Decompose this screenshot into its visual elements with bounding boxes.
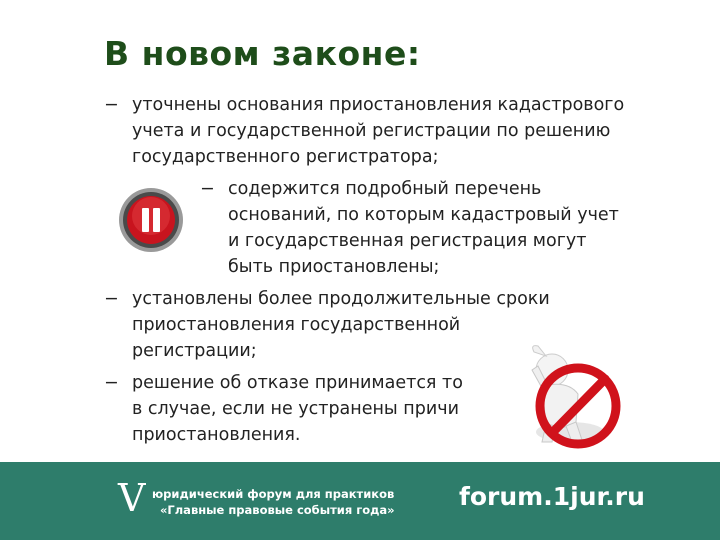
list-item-2 xyxy=(228,176,619,280)
list-item-2-line-2: оснований, по которым кадастровый учет xyxy=(228,205,619,225)
forum-site-link[interactable]: forum.1jur.ru xyxy=(459,482,645,511)
list-item-1-line-2: учета и государственной регистрации по решению xyxy=(132,121,611,141)
list-item-3 xyxy=(132,286,550,364)
list-item-2-line-4: быть приостановлены; xyxy=(228,257,440,277)
list-item-4-line-2: в случае, если не устранены причи xyxy=(132,399,459,419)
list-item-1-line-1: уточнены основания приостановления кадастрового xyxy=(132,95,625,115)
list-item-4-line-1: решение об отказе принимается то xyxy=(132,373,463,393)
list-item-3-line-3: регистрации; xyxy=(132,341,257,361)
bullet-3: − xyxy=(104,289,119,309)
forum-logo-letter: V xyxy=(118,476,146,520)
list-item-2-line-3: и государственная регистрация могут xyxy=(228,231,587,251)
page-title: В новом законе: xyxy=(104,34,421,73)
forum-logo-line-2: «Главные правовые события года» xyxy=(160,503,395,517)
pause-icon xyxy=(118,187,184,253)
list-item-1-line-3: государственного регистратора; xyxy=(132,147,439,167)
list-item-1 xyxy=(132,92,624,170)
bullet-1: − xyxy=(104,95,119,115)
list-item-2-line-1: содержится подробный перечень xyxy=(228,179,542,199)
list-item-4-line-3: приостановления. xyxy=(132,425,301,445)
list-item-3-line-1: установлены более продолжительные сроки xyxy=(132,289,550,309)
list-item-4 xyxy=(132,370,463,448)
bullet-2: − xyxy=(200,179,215,199)
no-entry-figure-icon xyxy=(512,342,624,452)
forum-logo-line-1: юридический форум для практиков xyxy=(152,487,395,501)
list-item-3-line-2: приостановления государственной xyxy=(132,315,461,335)
bullet-4: − xyxy=(104,373,119,393)
